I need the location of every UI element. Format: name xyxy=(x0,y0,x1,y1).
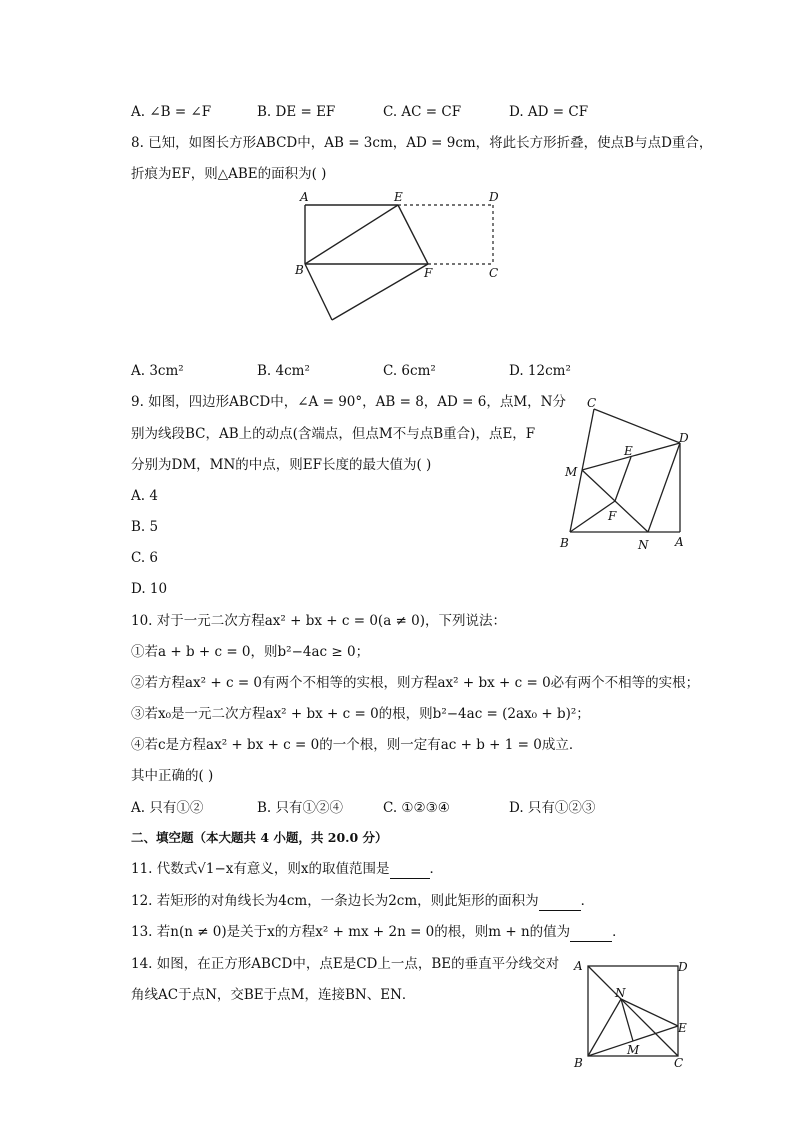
q9-option-c: C. 6 xyxy=(131,550,159,566)
q8-figure xyxy=(290,186,510,328)
q8-label-c: C xyxy=(489,266,499,280)
q9-label-c: C xyxy=(587,396,597,410)
q10-statement-4: ④若c是方程ax² + bx + c = 0的一个根，则一定有ac + b + 1 = 0成立． xyxy=(131,737,583,753)
q12-text: 12. 若矩形的对角线长为4cm，一条边长为2cm，则此矩形的面积为 xyxy=(131,893,539,909)
q9-label-a: A xyxy=(675,535,684,549)
q8-label-e: E xyxy=(394,190,403,204)
q8-label-d: D xyxy=(489,190,499,204)
q9-option-d: D. 10 xyxy=(131,581,168,597)
q10-option-d: D. 只有①②③ xyxy=(509,800,596,816)
q8-option-c: C. 6cm² xyxy=(383,363,436,379)
q8-label-b: B xyxy=(295,263,304,277)
q14-label-d: D xyxy=(678,960,688,974)
q14-text-line1: 14. 如图，在正方形ABCD中，点E是CD上一点，BE的垂直平分线交对 xyxy=(131,956,560,972)
q7-option-c: C. AC = CF xyxy=(383,104,462,120)
q8-label-a: A xyxy=(300,190,309,204)
q7-option-a: A. ∠B = ∠F xyxy=(131,104,212,120)
q11-answer-blank[interactable] xyxy=(390,860,430,879)
q9-option-b: B. 5 xyxy=(131,519,159,535)
q8-option-d: D. 12cm² xyxy=(509,363,571,379)
q10-statement-1: ①若a + b + c = 0，则b²−4ac ≥ 0； xyxy=(131,644,370,660)
q9-label-f: F xyxy=(608,509,617,523)
q14-text-line2: 角线AC于点N，交BE于点M，连接BN、EN． xyxy=(131,987,416,1003)
q10-text-line1: 10. 对于一元二次方程ax² + bx + c = 0(a ≠ 0)，下列说法： xyxy=(131,613,506,629)
q10-option-b: B. 只有①②④ xyxy=(257,800,344,816)
q9-option-a: A. 4 xyxy=(131,488,158,504)
q11-text: 11. 代数式√1−x有意义，则x的取值范围是 xyxy=(131,861,390,877)
q7-option-b: B. DE = EF xyxy=(257,104,336,120)
q9-label-b: B xyxy=(560,536,569,550)
q9-text-line2: 别为线段BC，AB上的动点(含端点，但点M不与点B重合)，点E，F xyxy=(131,426,536,442)
q12-period: ． xyxy=(580,893,595,909)
q14-label-c: C xyxy=(674,1056,684,1070)
q8-option-b: B. 4cm² xyxy=(257,363,310,379)
q13-period: ． xyxy=(612,924,626,940)
q11-question xyxy=(131,860,443,879)
q9-label-e: E xyxy=(624,444,633,458)
q11-period: ． xyxy=(429,861,443,877)
q14-label-a: A xyxy=(574,959,583,973)
q14-label-b: B xyxy=(574,1056,583,1070)
q13-answer-blank[interactable] xyxy=(570,923,612,942)
q8-option-a: A. 3cm² xyxy=(131,363,184,379)
q13-text: 13. 若n(n ≠ 0)是关于x的方程x² + mx + 2n = 0的根，则m + n的值为 xyxy=(131,924,571,940)
q9-figure xyxy=(556,392,706,556)
q13-question xyxy=(131,923,626,942)
q10-statement-2: ②若方程ax² + c = 0有两个不相等的实根，则方程ax² + bx + c = 0必有两个不相等的实根； xyxy=(131,675,700,691)
q9-text-line3: 分别为DM，MN的中点，则EF长度的最大值为( ) xyxy=(131,457,432,473)
q10-option-a: A. 只有①② xyxy=(131,800,204,816)
q7-option-d: D. AD = CF xyxy=(509,104,589,120)
q9-label-m: M xyxy=(565,465,578,479)
q8-label-f: F xyxy=(424,266,433,280)
q14-label-m: M xyxy=(627,1043,640,1057)
q12-question xyxy=(131,892,594,911)
q10-statement-3: ③若x₀是一元二次方程ax² + bx + c = 0的根，则b²−4ac = (2ax₀ + b)²； xyxy=(131,706,590,722)
q14-figure xyxy=(568,953,698,1075)
q14-label-n: N xyxy=(615,986,626,1000)
q9-label-d: D xyxy=(679,431,689,445)
q9-text-line1: 9. 如图，四边形ABCD中，∠A = 90°，AB = 8，AD = 6，点M，N分 xyxy=(131,394,566,410)
q10-option-c: C. ①②③④ xyxy=(383,800,450,816)
section-heading-fill-blank: 二、填空题（本大题共 4 小题，共 20.0 分） xyxy=(131,830,388,845)
q8-text-line1: 8. 已知，如图长方形ABCD中，AB = 3cm，AD = 9cm，将此长方形折叠，使点B与点D重合， xyxy=(131,135,713,151)
q9-label-n: N xyxy=(638,538,649,552)
q8-text-line2: 折痕为EF，则△ABE的面积为( ) xyxy=(131,166,327,182)
q12-answer-blank[interactable] xyxy=(539,892,581,911)
q14-label-e: E xyxy=(678,1021,687,1035)
q10-which-correct: 其中正确的( ) xyxy=(131,768,214,784)
